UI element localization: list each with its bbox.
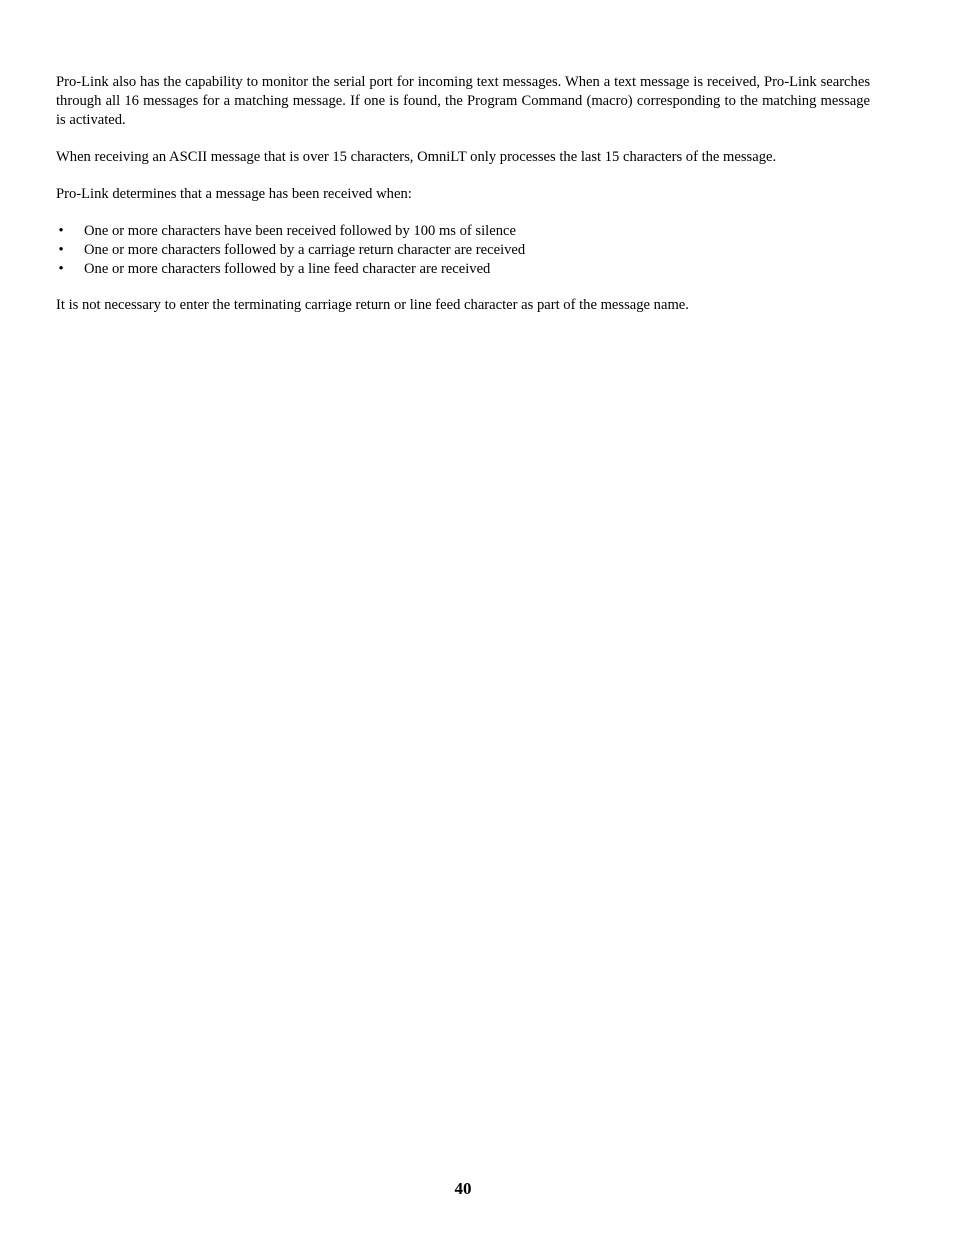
closing-paragraph: It is not necessary to enter the terminating carriage return or line feed character as part of the message name. [56, 297, 689, 313]
list-item [56, 241, 870, 260]
list-item-text: One or more characters have been received followed by 100 ms of silence [84, 223, 516, 239]
bullet-icon: • [58, 223, 64, 239]
list-item-text: One or more characters followed by a carriage return character are received [84, 242, 526, 258]
conditions-list [56, 222, 870, 279]
ascii-note-paragraph: When receiving an ASCII message that is over 15 characters, OmniLT only processes the last 15 characters of the message. [56, 149, 777, 165]
document-body [56, 73, 870, 315]
intro-paragraph: Pro-Link also has the capability to monitor the serial port for incoming text messages. When a text message is received, Pro-Link searches through all 16 messages for a matching message. If one is found, the Program Command (macro) corresponding to the matching message is activated. [56, 74, 870, 128]
page-number: 40 [454, 1179, 472, 1198]
bullet-icon: • [58, 242, 64, 258]
list-item [56, 222, 870, 241]
list-item [56, 260, 870, 279]
bullet-icon: • [58, 261, 64, 277]
determines-paragraph: Pro-Link determines that a message has been received when: [56, 186, 412, 202]
list-item-text: One or more characters followed by a line feed character are received [84, 261, 491, 277]
